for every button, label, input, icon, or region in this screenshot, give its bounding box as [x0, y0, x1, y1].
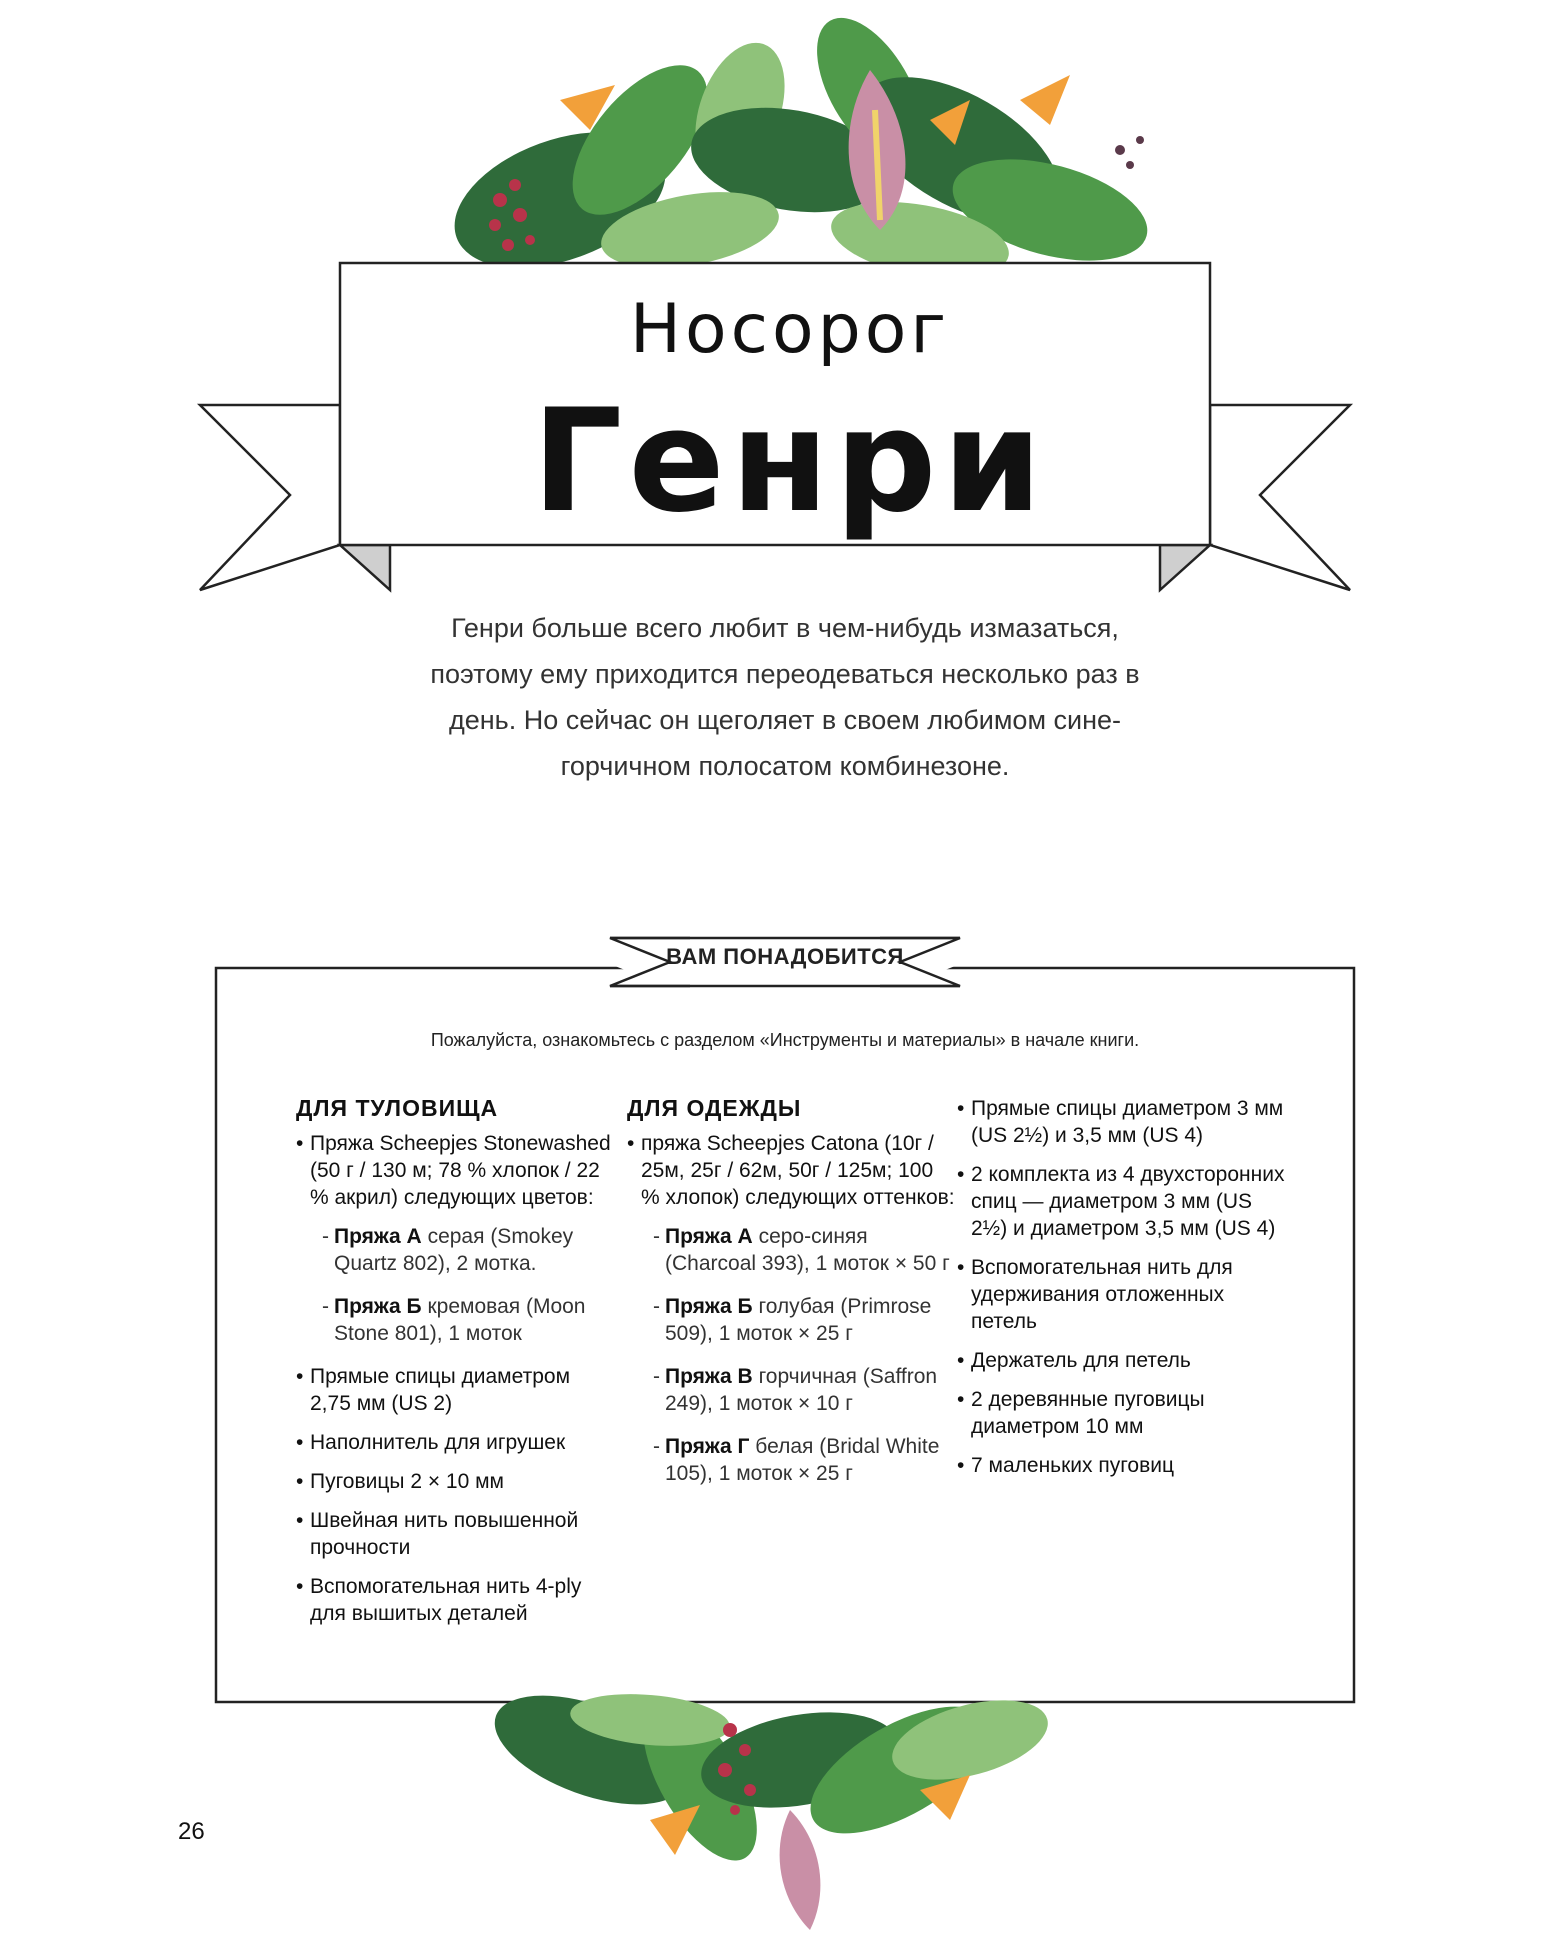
clothes-yarn-intro: пряжа Scheepjes Catona (10г / 25м, 25г / 62м, 50г / 125м; 100 % хлопок) следующих оттенков:	[641, 1132, 955, 1209]
list-item: • Вспомогательная нить для удерживания отложенных петель	[957, 1254, 1287, 1335]
body-heading: ДЛЯ ТУЛОВИЩА	[296, 1095, 499, 1121]
bottom-foliage-illustration	[500, 1690, 1060, 1940]
tools-materials-column	[957, 1095, 1287, 1491]
list-item: • Наполнитель для игрушек	[296, 1429, 616, 1456]
yarn-name: Пряжа Б	[665, 1295, 753, 1318]
list-item: • 7 маленьких пуговиц	[957, 1452, 1287, 1479]
clothes-heading: ДЛЯ ОДЕЖДЫ	[627, 1095, 802, 1121]
yarn-desc: серая (Smokey Quartz 802), 2 мотка.	[334, 1225, 574, 1275]
yarn-desc: горчичная (Saffron 249), 1 моток × 10 г	[665, 1365, 938, 1415]
yarn-item	[641, 1363, 957, 1417]
calla-flower-icon	[780, 1810, 821, 1930]
list-item: • Прямые спицы диаметром 2,75 мм (US 2)	[296, 1363, 616, 1417]
list-item	[296, 1130, 616, 1347]
yarn-item	[310, 1293, 616, 1347]
body-yarn-list	[310, 1223, 616, 1347]
yarn-name: Пряжа В	[665, 1365, 753, 1388]
list-item: • Держатель для петель	[957, 1347, 1287, 1374]
body-materials-column	[296, 1095, 616, 1639]
leaf-cluster-icon	[436, 1, 1158, 294]
list-item: • Пуговицы 2 × 10 мм	[296, 1468, 616, 1495]
clothes-materials-column	[627, 1095, 957, 1503]
yarn-desc: белая (Bridal White 105), 1 моток × 25 г	[665, 1435, 940, 1485]
title-subtitle: Носорог	[629, 290, 951, 369]
yarn-name: Пряжа Б	[334, 1295, 422, 1318]
list-item: • 2 комплекта из 4 двухсторонних спиц — диаметром 3 мм (US 2½) и диаметром 3,5 мм (US 4)	[957, 1161, 1287, 1242]
list-item: • Прямые спицы диаметром 3 мм (US 2½) и 3,5 мм (US 4)	[957, 1095, 1287, 1149]
body-items-list	[296, 1130, 616, 1627]
list-item: • Вспомогательная нить 4-ply для вышитых деталей	[296, 1573, 616, 1627]
clothes-yarn-list	[641, 1223, 957, 1487]
clothes-items-list	[627, 1130, 957, 1487]
intro-paragraph: Генри больше всего любит в чем-нибудь измазаться, поэтому ему приходится переодеваться несколько раз в день. Но сейчас он щеголяет в своем любимом сине-горчичном полосатом комбинезоне.	[430, 613, 1140, 781]
body-yarn-intro: Пряжа Scheepjes Stonewashed (50 г / 130 м; 78 % хлопок / 22 % акрил) следующих цветов:	[310, 1132, 611, 1209]
materials-label: ВАМ ПОНАДОБИТСЯ	[666, 944, 904, 969]
yarn-item	[641, 1433, 957, 1487]
tools-items-list	[957, 1095, 1287, 1479]
yarn-name: Пряжа А	[665, 1225, 753, 1248]
materials-note: Пожалуйста, ознакомьтесь с разделом «Инструменты и материалы» в начале книги.	[430, 1030, 1140, 1050]
list-item	[627, 1130, 957, 1487]
list-item: • Швейная нить повышенной прочности	[296, 1507, 616, 1561]
list-item: • 2 деревянные пуговицы диаметром 10 мм	[957, 1386, 1287, 1440]
yarn-desc: серо-синяя (Charcoal 393), 1 моток × 50 г	[665, 1225, 950, 1275]
twig-berries-icon	[1115, 136, 1144, 169]
yarn-item	[641, 1223, 957, 1277]
page-title: Генри	[531, 379, 1049, 544]
leaf-cluster-icon	[481, 1674, 1057, 1878]
page-number: 26	[178, 1818, 205, 1845]
yarn-name: Пряжа А	[334, 1225, 422, 1248]
yarn-item	[310, 1223, 616, 1277]
yarn-desc: голубая (Primrose 509), 1 моток × 25 г	[665, 1295, 932, 1345]
yarn-desc: кремовая (Moon Stone 801), 1 моток	[334, 1295, 586, 1345]
yarn-name: Пряжа Г	[665, 1435, 750, 1458]
yarn-item	[641, 1293, 957, 1347]
